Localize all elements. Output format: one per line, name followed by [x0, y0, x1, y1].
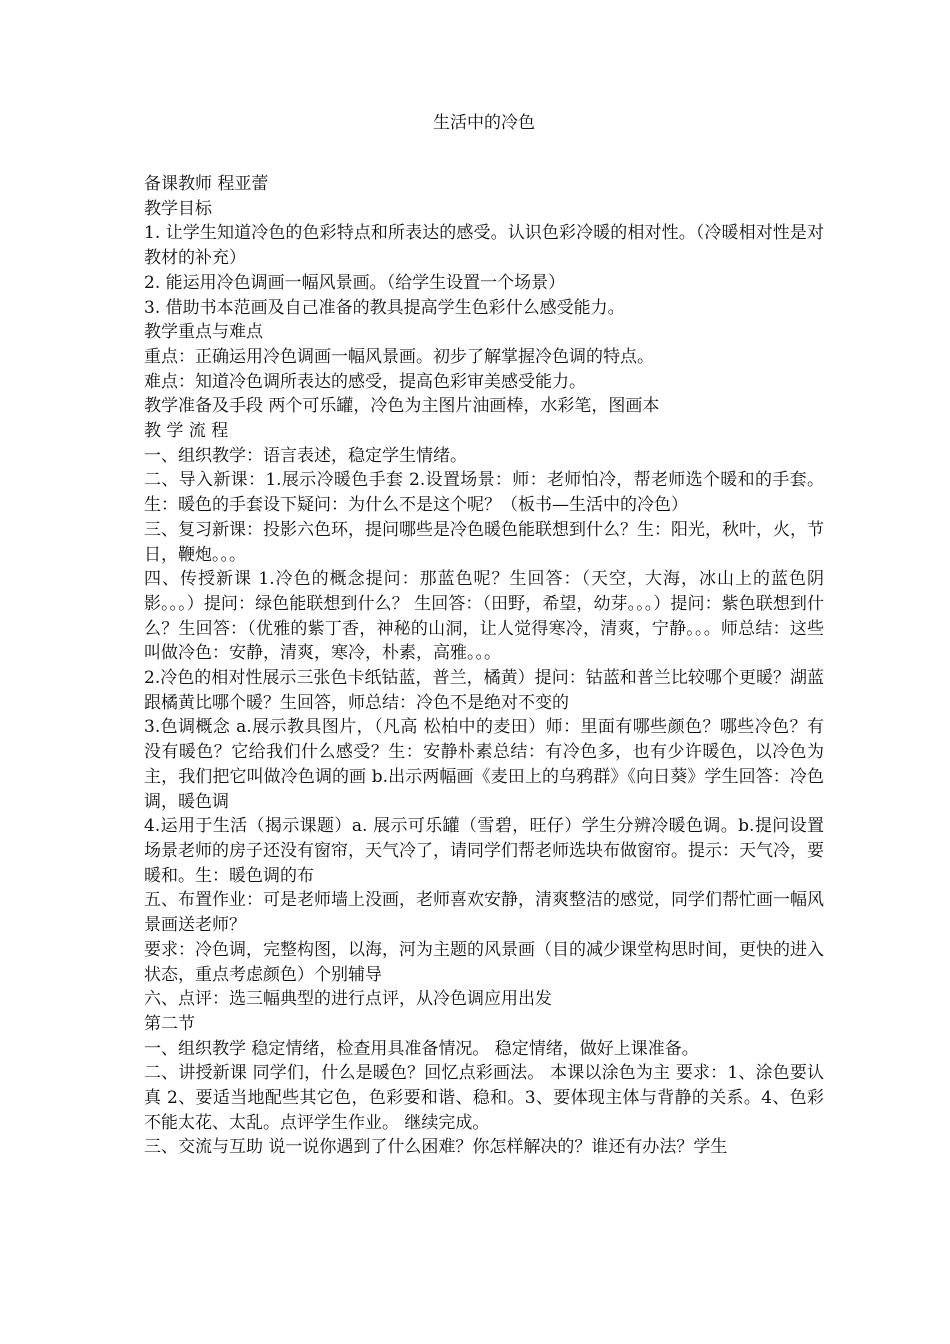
- paragraph: 3. 借助书本范画及自己准备的教具提高学生色彩什么感受能力。: [144, 297, 625, 318]
- paragraph: 二、导入新课：1.展示冷暖色手套 2.设置场景：师：老师怕冷，帮老师选个暖和的手套。生：暖色的手套设下疑问：为什么不是这个呢？（板书—生活中的冷色）: [144, 470, 824, 516]
- paragraph: 2.冷色的相对性展示三张色卡纸钴蓝，普兰，橘黄）提问：钴蓝和普兰比较哪个更暖？湖蓝跟橘黄比哪个暖？生回答，师总结：冷色不是绝对不变的: [144, 668, 824, 713]
- document-page: [144, 112, 824, 1160]
- paragraph: 三、复习新课：投影六色环，提问哪些是冷色暖色能联想到什么？生：阳光，秋叶，火，节日，鞭炮。。。: [144, 519, 824, 565]
- section-heading: 教学目标: [144, 198, 212, 219]
- paragraph: 3.色调概念 a.展示教具图片，（凡高 松柏中的麦田）师：里面有哪些颜色？哪些冷色？有没有暖色？它给我们什么感受？生：安静朴素总结：有冷色多，也有少许暖色，以冷色为主，我们把它叫做冷色调的画 b.出示两幅画《麦田上的乌鸦群》《向日葵》学生回答：冷色调，暖色调: [144, 717, 824, 812]
- document-title: 生活中的冷色: [433, 113, 535, 133]
- paragraph: 2. 能运用冷色调画一幅风景画。（给学生设置一个场景）: [144, 272, 566, 293]
- teacher-line: 备课教师 程亚蕾: [144, 174, 269, 194]
- document-body: [144, 172, 824, 1160]
- section-heading: 教学重点与难点: [144, 322, 263, 343]
- paragraph: 重点：正确运用冷色调画一幅风景画。初步了解掌握冷色调的特点。: [144, 346, 654, 367]
- paragraph: 二、讲授新课 同学们，什么是暖色？回忆点彩画法。 本课以涂色为主 要求：1、涂色要认真 2、要适当地配些其它色，色彩要和谐、稳和。3、要体现主体与背静的关系。4、色彩不能太花、太乱。点评学生作业。 继续完成。: [144, 1063, 824, 1133]
- paragraph: 要求：冷色调，完整构图，以海，河为主题的风景画（目的减少课堂构思时间，更快的进入状态，重点考虑颜色）个别辅导: [144, 939, 824, 985]
- paragraph: 五、布置作业：可是老师墙上没画，老师喜欢安静，清爽整洁的感觉，同学们帮忙画一幅风景画送老师？: [144, 890, 824, 936]
- paragraph: 1. 让学生知道冷色的色彩特点和所表达的感受。认识色彩冷暖的相对性。（冷暖相对性是对教材的补充）: [144, 223, 824, 269]
- paragraph: 难点：知道冷色调所表达的感受，提高色彩审美感受能力。: [144, 371, 586, 392]
- paragraph: 六、点评：选三幅典型的进行点评，从冷色调应用出发: [144, 989, 552, 1010]
- paragraph: 4.运用于生活（揭示课题）a. 展示可乐罐（雪碧，旺仔）学生分辨冷暖色调。b.提问设置场景老师的房子还没有窗帘，天气冷了，请同学们帮老师选块布做窗帘。提示：天气冷，要暖和。生：暖色调的布: [144, 816, 824, 886]
- paragraph: 一、组织教学：语言表述，稳定学生情绪。: [144, 445, 467, 466]
- section-heading: 第二节: [144, 1013, 195, 1034]
- paragraph: 一、组织教学 稳定情绪，检查用具准备情况。 稳定情绪，做好上课准备。: [144, 1038, 699, 1059]
- paragraph: 四、传授新课 1.冷色的概念提问：那蓝色呢？生回答：（天空，大海，冰山上的蓝色阴影。。。）提问：绿色能联想到什么？ 生回答：（田野，希望，幼芽。。。）提问：紫色联想到什么？生回答：（优雅的紫丁香，神秘的山洞，让人觉得寒冷，清爽，宁静。。。师总结：这些叫做冷色：安静，清爽，寒冷，朴素，高雅。。。: [144, 569, 824, 664]
- section-heading: 教 学 流 程: [144, 421, 229, 442]
- paragraph: 三、交流与互助 说一说你遇到了什么困难？你怎样解决的？谁还有办法？学生: [144, 1137, 728, 1158]
- paragraph: 教学准备及手段 两个可乐罐，冷色为主图片油画棒，水彩笔，图画本: [144, 396, 660, 417]
